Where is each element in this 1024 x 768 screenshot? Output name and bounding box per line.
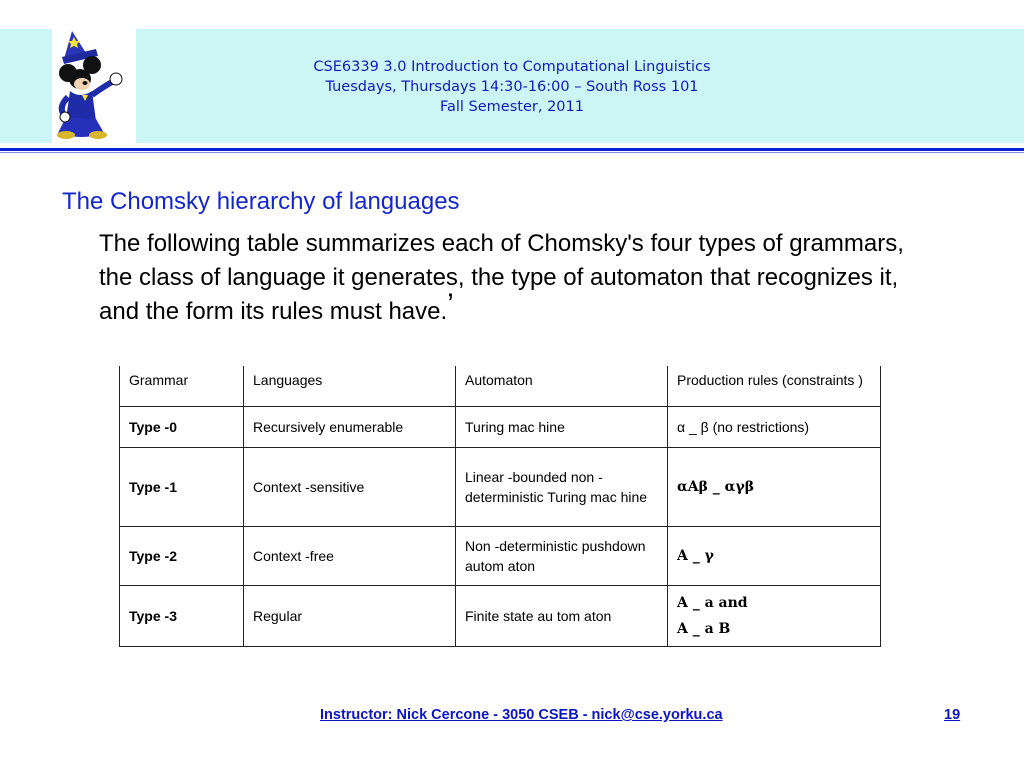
rules-cell: α _ β (no restrictions) [668, 407, 881, 448]
intro-end-mark: ’ [447, 288, 454, 321]
header-automaton: Automaton [456, 366, 668, 407]
table-row [120, 448, 881, 527]
grammar-cell: Type -3 [120, 586, 244, 647]
rules-cell: αAβ _ αγβ [668, 448, 881, 527]
rule-line: A _ a B [677, 621, 731, 637]
grammar-cell: Type -2 [120, 527, 244, 586]
automaton-cell: Linear -bounded non -deterministic Turing mac hine [456, 448, 668, 527]
header-divider-shadow [0, 152, 1024, 153]
header-grammar: Grammar [120, 366, 244, 407]
intro-paragraph [99, 227, 929, 329]
wizard-mouse-icon [52, 29, 136, 143]
grammar-cell: Type -0 [120, 407, 244, 448]
header-divider [0, 148, 1024, 151]
intro-text: The following table summarizes each of Chomsky's four types of grammars, the class of language it generates, the type of automaton that recognizes it, and the form its rules must have. [99, 230, 904, 325]
automaton-cell: Finite state au tom aton [456, 586, 668, 647]
course-schedule: Tuesdays, Thursdays 14:30-16:00 – South Ross 101 [325, 79, 699, 95]
table-row [120, 586, 881, 647]
languages-cell: Recursively enumerable [244, 407, 456, 448]
rules-cell [668, 586, 881, 647]
page-number-link[interactable]: 19 [944, 707, 961, 723]
automaton-cell: Turing mac hine [456, 407, 668, 448]
rule-line: A _ a and [677, 595, 748, 611]
table-row [120, 407, 881, 448]
chomsky-table [119, 366, 881, 647]
course-title: CSE6339 3.0 Introduction to Computational Linguistics [313, 59, 711, 75]
table-row [120, 527, 881, 586]
automaton-cell: Non -deterministic pushdown autom aton [456, 527, 668, 586]
languages-cell: Context -sensitive [244, 448, 456, 527]
course-info [190, 57, 834, 117]
header-languages: Languages [244, 366, 456, 407]
grammar-cell: Type -1 [120, 448, 244, 527]
slide-title: The Chomsky hierarchy of languages [62, 188, 460, 215]
instructor-contact-link[interactable]: Instructor: Nick Cercone - 3050 CSEB - nick@cse.yorku.ca [320, 707, 723, 723]
table-header-row [120, 366, 881, 407]
rules-cell: A _ γ [668, 527, 881, 586]
header-production-rules: Production rules (constraints ) [668, 366, 881, 407]
languages-cell: Context -free [244, 527, 456, 586]
languages-cell: Regular [244, 586, 456, 647]
course-semester: Fall Semester, 2011 [440, 99, 584, 115]
